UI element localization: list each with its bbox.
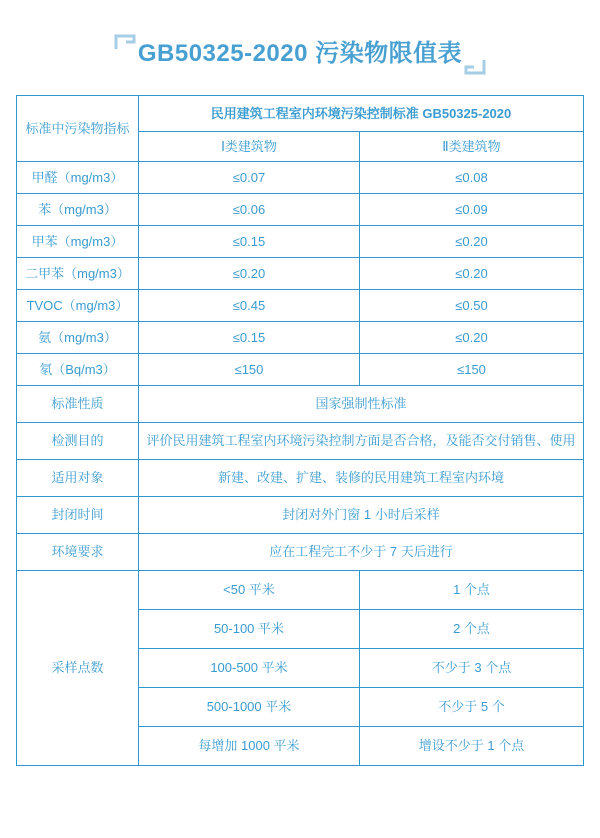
info-value: 应在工程完工不少于 7 天后进行 xyxy=(138,534,583,571)
info-value: 新建、改建、扩建、装修的民用建筑工程室内环境 xyxy=(138,460,583,497)
page-title-block xyxy=(0,38,600,69)
info-value: 评价民用建筑工程室内环境污染控制方面是否合格，及能否交付销售、使用 xyxy=(138,423,583,460)
limit-type2: ≤0.20 xyxy=(359,322,583,354)
limit-type1: ≤0.45 xyxy=(138,290,359,322)
pollutant-name: 甲醛（mg/m3） xyxy=(16,162,138,194)
sampling-points: 2 个点 xyxy=(359,610,583,649)
sampling-area: 50-100 平米 xyxy=(138,610,359,649)
limit-type1: ≤0.15 xyxy=(138,226,359,258)
limit-type1: ≤0.20 xyxy=(138,258,359,290)
title-corner-bracket-bottom-right-icon xyxy=(464,59,486,75)
table-row xyxy=(16,386,583,423)
table-row xyxy=(16,460,583,497)
limit-type2: ≤0.08 xyxy=(359,162,583,194)
pollutant-name: 氨（mg/m3） xyxy=(16,322,138,354)
limit-type1: ≤150 xyxy=(138,354,359,386)
limit-type2: ≤150 xyxy=(359,354,583,386)
table-row xyxy=(16,290,583,322)
limit-type1: ≤0.07 xyxy=(138,162,359,194)
table-row xyxy=(16,571,583,610)
info-value: 封闭对外门窗 1 小时后采样 xyxy=(138,497,583,534)
sampling-label: 采样点数 xyxy=(16,571,138,766)
sampling-area: 100-500 平米 xyxy=(138,649,359,688)
indicator-header-cell: 标准中污染物指标 xyxy=(16,96,138,162)
building-type-2-header: Ⅱ类建筑物 xyxy=(359,132,583,162)
pollutant-name: TVOC（mg/m3） xyxy=(16,290,138,322)
limit-type2: ≤0.50 xyxy=(359,290,583,322)
limit-type2: ≤0.09 xyxy=(359,194,583,226)
sampling-points: 1 个点 xyxy=(359,571,583,610)
sampling-area: <50 平米 xyxy=(138,571,359,610)
pollutant-name: 二甲苯（mg/m3） xyxy=(16,258,138,290)
pollutant-name: 甲苯（mg/m3） xyxy=(16,226,138,258)
limit-type1: ≤0.06 xyxy=(138,194,359,226)
table-row xyxy=(16,226,583,258)
pollutant-name: 苯（mg/m3） xyxy=(16,194,138,226)
table-row xyxy=(16,534,583,571)
table-row xyxy=(16,354,583,386)
limit-type1: ≤0.15 xyxy=(138,322,359,354)
table-row xyxy=(16,194,583,226)
info-value: 国家强制性标准 xyxy=(138,386,583,423)
sampling-points: 不少于 5 个 xyxy=(359,688,583,727)
table-row xyxy=(16,162,583,194)
limit-type2: ≤0.20 xyxy=(359,258,583,290)
limit-type2: ≤0.20 xyxy=(359,226,583,258)
info-label: 标准性质 xyxy=(16,386,138,423)
sampling-points: 增设不少于 1 个点 xyxy=(359,727,583,766)
table-row xyxy=(16,423,583,460)
info-label: 环境要求 xyxy=(16,534,138,571)
sampling-area: 500-1000 平米 xyxy=(138,688,359,727)
table-row xyxy=(16,258,583,290)
table-row xyxy=(16,497,583,534)
sampling-points: 不少于 3 个点 xyxy=(359,649,583,688)
info-label: 适用对象 xyxy=(16,460,138,497)
limits-table xyxy=(16,95,584,766)
standard-title-cell: 民用建筑工程室内环境污染控制标准 GB50325-2020 xyxy=(138,96,583,132)
pollutant-name: 氡（Bq/m3） xyxy=(16,354,138,386)
building-type-1-header: Ⅰ类建筑物 xyxy=(138,132,359,162)
page-title: GB50325-2020 污染物限值表 xyxy=(137,40,463,67)
info-label: 封闭时间 xyxy=(16,497,138,534)
sampling-area: 每增加 1000 平米 xyxy=(138,727,359,766)
info-label: 检测目的 xyxy=(16,423,138,460)
title-corner-bracket-top-left-icon xyxy=(114,34,136,50)
table-row xyxy=(16,322,583,354)
